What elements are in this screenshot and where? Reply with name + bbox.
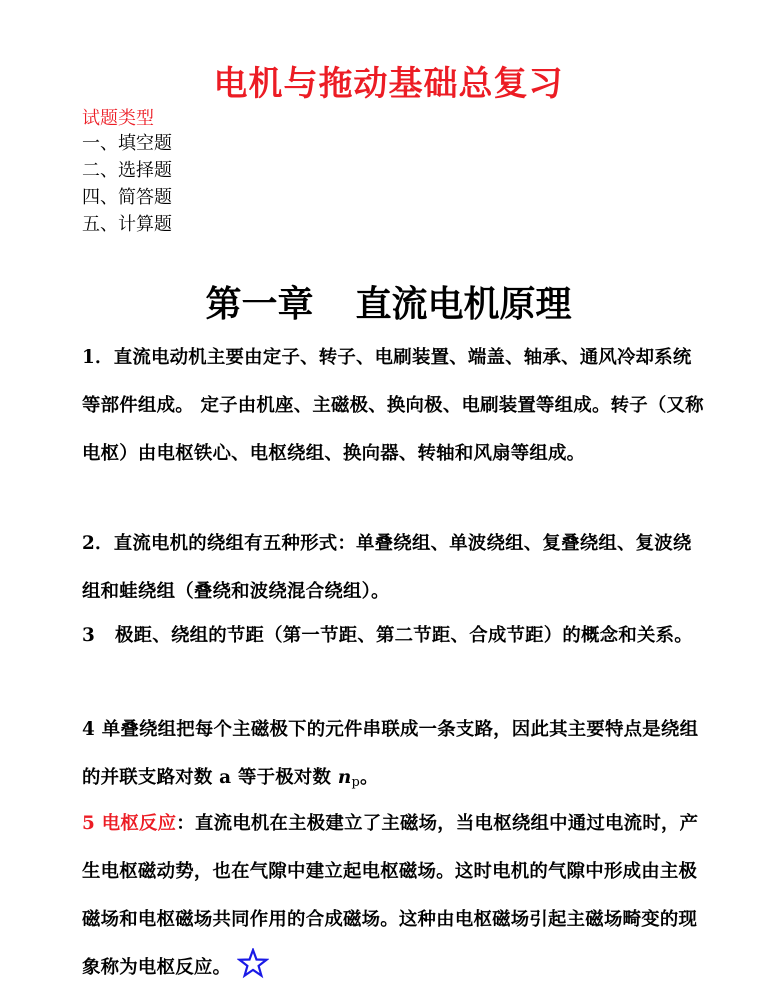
point-1 [82,334,706,478]
point-3 [82,612,706,660]
point-text: 直流电动机主要由定子、转子、电刷装置、端盖、轴承、通风冷却系统等部件组成。 定子由机座、主磁极、换向极、电刷装置等组成。转子（又称电枢）由电枢铁心、电枢绕组、换向器、转轴和风扇等组成。 [82,347,704,464]
chapter-title [0,276,777,327]
question-type-item: 四、简答题 [82,187,172,208]
pole-pairs-variable: n [337,767,352,788]
term-colon: ： [176,813,195,834]
question-types-list [82,130,172,238]
point-text: 单叠绕组把每个主磁极下的元件串联成一条支路，因此其主要特点是绕组的并联支路对数 a 等于极对数 [82,719,699,788]
point-text: 直流电机在主极建立了主磁场，当电枢绕组中通过电流时，产生电枢磁动势，也在气隙中建立起电枢磁场。这时电机的气隙中形成由主极磁场和电枢磁场共同作用的合成磁场。这种由电枢磁场引起主磁场畸变的现象称为电枢反应。 [82,813,699,978]
point-number: 4 [82,719,96,740]
document-title: 电机与拖动基础总复习 [213,64,564,104]
point-number: 5 [82,813,96,834]
question-types-heading: 试题类型 [82,108,154,129]
term-armature-reaction: 电枢反应 [101,813,177,834]
point-number: 2． [82,533,114,554]
point-text: 直流电机的绕组有五种形式：单叠绕组、单波绕组、复叠绕组、复波绕组和蛙绕组（叠绕和波绕混合绕组）。 [82,533,692,602]
point-number: 3 [82,625,96,646]
point-2 [82,520,706,616]
pole-pairs-subscript: p [351,775,361,790]
point-text: 极距、绕组的节距（第一节距、第二节距、合成节距）的概念和关系。 [115,625,693,646]
point-text-end: 。 [360,767,379,788]
chapter-name: 直流电机原理 [355,283,572,325]
question-type-item: 二、选择题 [82,160,172,181]
point-5 [82,800,706,998]
chapter-number: 第一章 [205,283,314,325]
question-type-item: 五、计算题 [82,214,172,235]
question-type-item: 一、填空题 [82,133,172,154]
point-4 [82,706,706,804]
point-number: 1． [82,347,114,368]
